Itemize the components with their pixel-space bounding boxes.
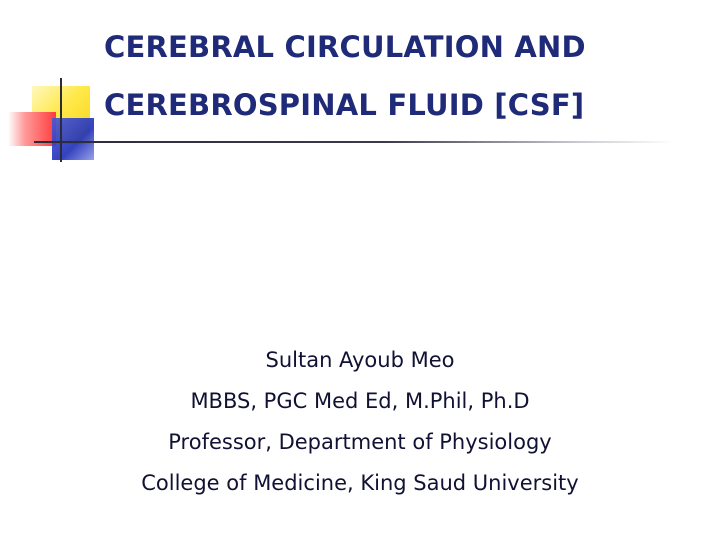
author-name: Sultan Ayoub Meo <box>265 348 455 372</box>
title-underline <box>34 141 674 143</box>
blue-square-decoration <box>52 118 94 160</box>
slide-title <box>104 18 704 134</box>
vertical-divider-line <box>60 78 62 162</box>
author-institution: College of Medicine, King Saud University <box>141 471 579 495</box>
author-info <box>60 340 660 504</box>
decorative-squares <box>0 0 110 170</box>
title-line-2: CEREBROSPINAL FLUID [CSF] <box>104 88 585 122</box>
title-line-1: CEREBRAL CIRCULATION AND <box>104 30 586 64</box>
author-position: Professor, Department of Physiology <box>168 430 552 454</box>
author-degrees: MBBS, PGC Med Ed, M.Phil, Ph.D <box>190 389 530 413</box>
